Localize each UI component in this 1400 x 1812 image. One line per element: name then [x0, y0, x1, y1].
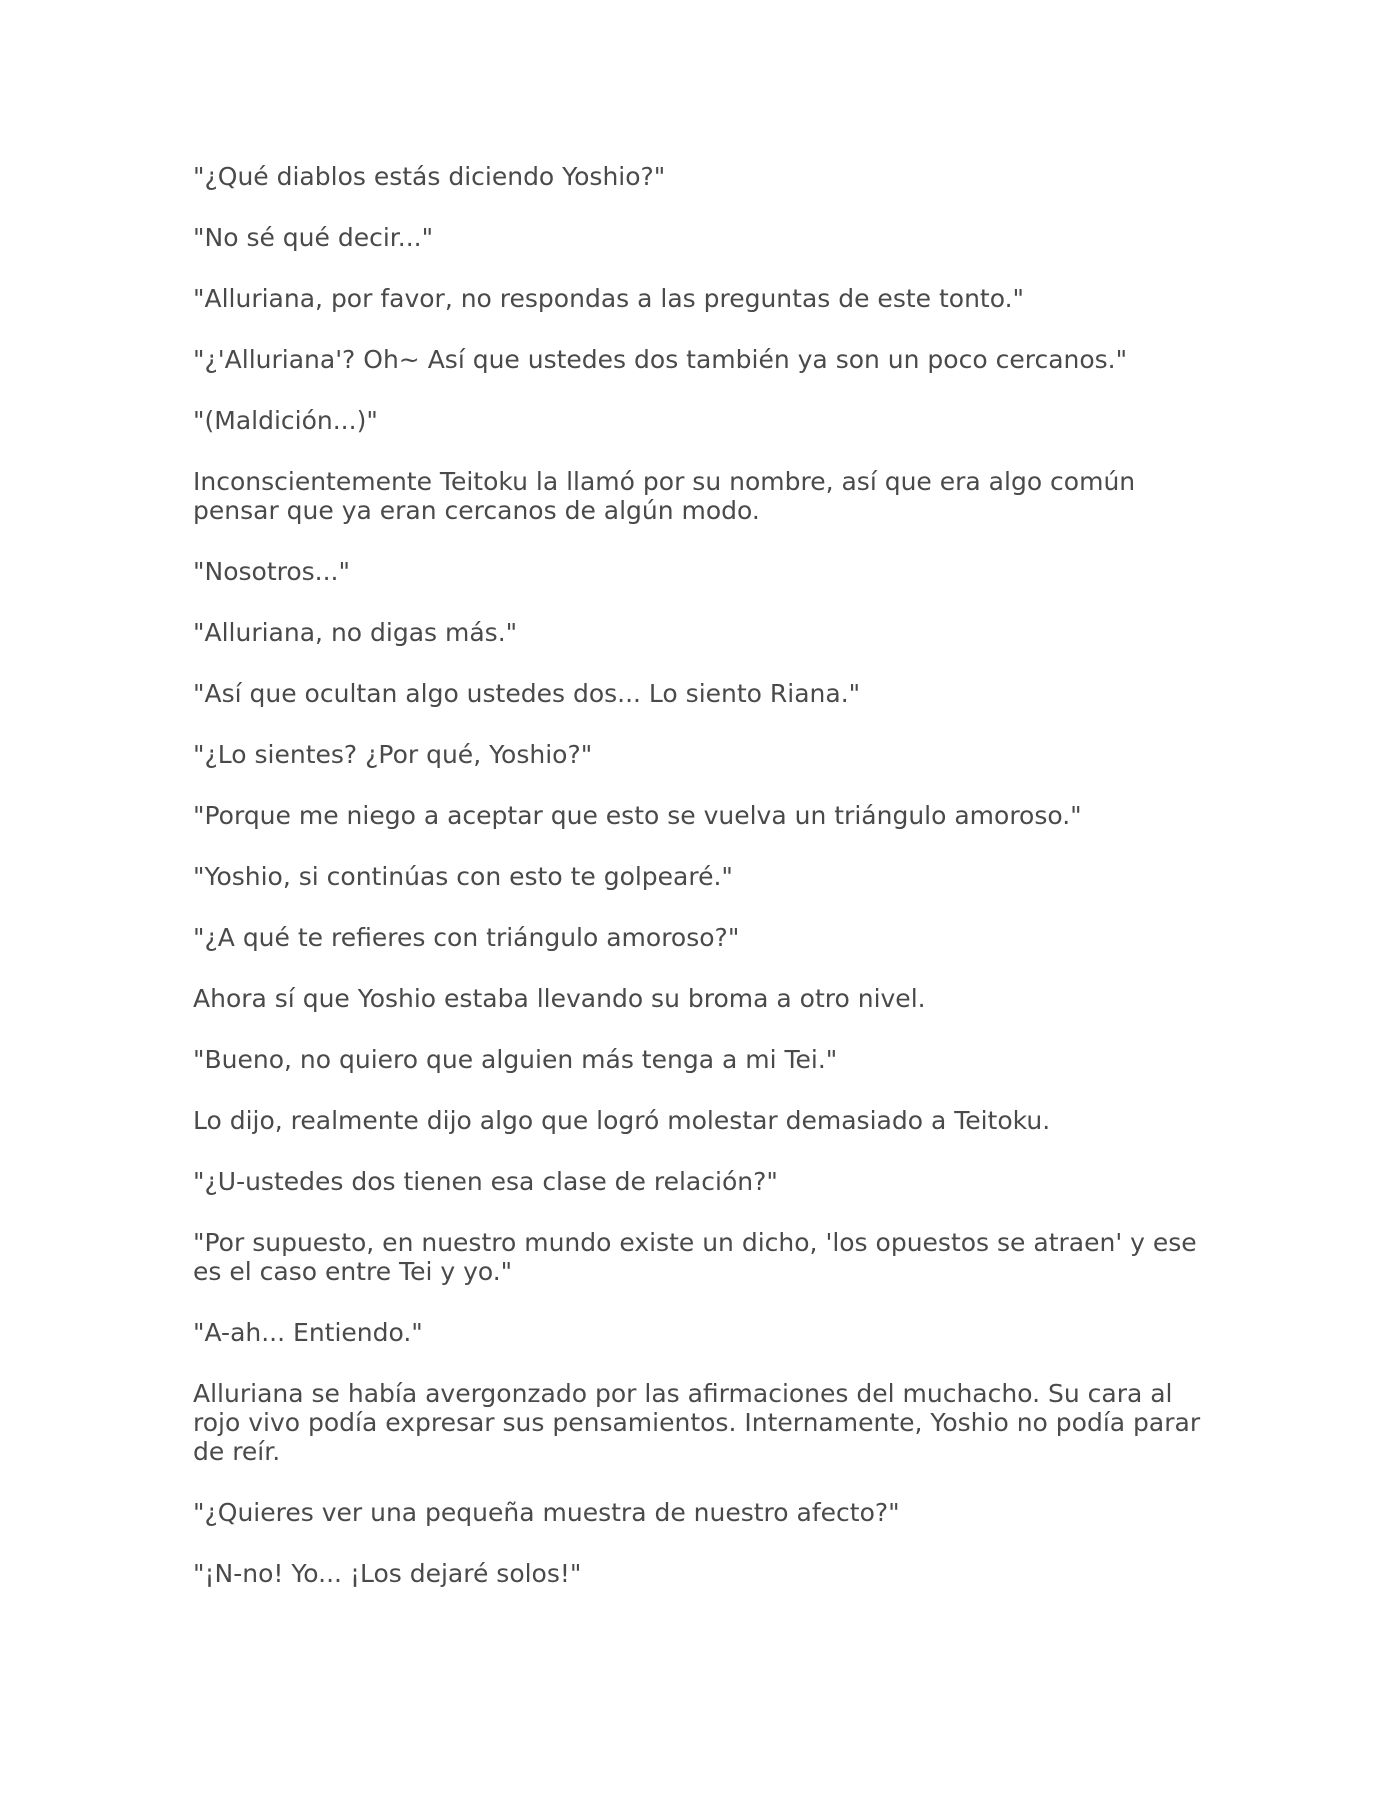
paragraph: "Nosotros..."	[193, 557, 351, 586]
paragraph: "¿U-ustedes dos tienen esa clase de relación?"	[193, 1167, 778, 1196]
paragraph: "¡N-no! Yo... ¡Los dejaré solos!"	[193, 1559, 582, 1588]
paragraph: "¿Quieres ver una pequeña muestra de nuestro afecto?"	[193, 1498, 900, 1527]
paragraph: "Porque me niego a aceptar que esto se vuelva un triángulo amoroso."	[193, 801, 1082, 830]
paragraph: "¿'Alluriana'? Oh~ Así que ustedes dos también ya son un poco cercanos."	[193, 345, 1128, 374]
paragraph: "¿Qué diablos estás diciendo Yoshio?"	[193, 162, 666, 191]
paragraph: Alluriana se había avergonzado por las afirmaciones del muchacho. Su cara al rojo vivo podía expresar sus pensamientos. Internamente, Yoshio no podía parar de reír.	[193, 1379, 1201, 1466]
paragraph: Lo dijo, realmente dijo algo que logró molestar demasiado a Teitoku.	[193, 1106, 1051, 1135]
document-body	[193, 162, 1213, 1620]
paragraph: "Alluriana, por favor, no respondas a las preguntas de este tonto."	[193, 284, 1025, 313]
paragraph: "¿A qué te refieres con triángulo amoroso?"	[193, 923, 740, 952]
paragraph: Inconscientemente Teitoku la llamó por su nombre, así que era algo común pensar que ya eran cercanos de algún modo.	[193, 467, 1136, 525]
paragraph: "(Maldición...)"	[193, 406, 378, 435]
paragraph: "Alluriana, no digas más."	[193, 618, 518, 647]
paragraph: "¿Lo sientes? ¿Por qué, Yoshio?"	[193, 740, 593, 769]
paragraph: Ahora sí que Yoshio estaba llevando su broma a otro nivel.	[193, 984, 926, 1013]
paragraph: "No sé qué decir..."	[193, 223, 434, 252]
paragraph: "Bueno, no quiero que alguien más tenga a mi Tei."	[193, 1045, 838, 1074]
paragraph: "Yoshio, si continúas con esto te golpearé."	[193, 862, 733, 891]
paragraph: "A-ah... Entiendo."	[193, 1318, 423, 1347]
paragraph: "Por supuesto, en nuestro mundo existe un dicho, 'los opuestos se atraen' y ese es el caso entre Tei y yo."	[193, 1228, 1197, 1286]
paragraph: "Así que ocultan algo ustedes dos... Lo siento Riana."	[193, 679, 861, 708]
